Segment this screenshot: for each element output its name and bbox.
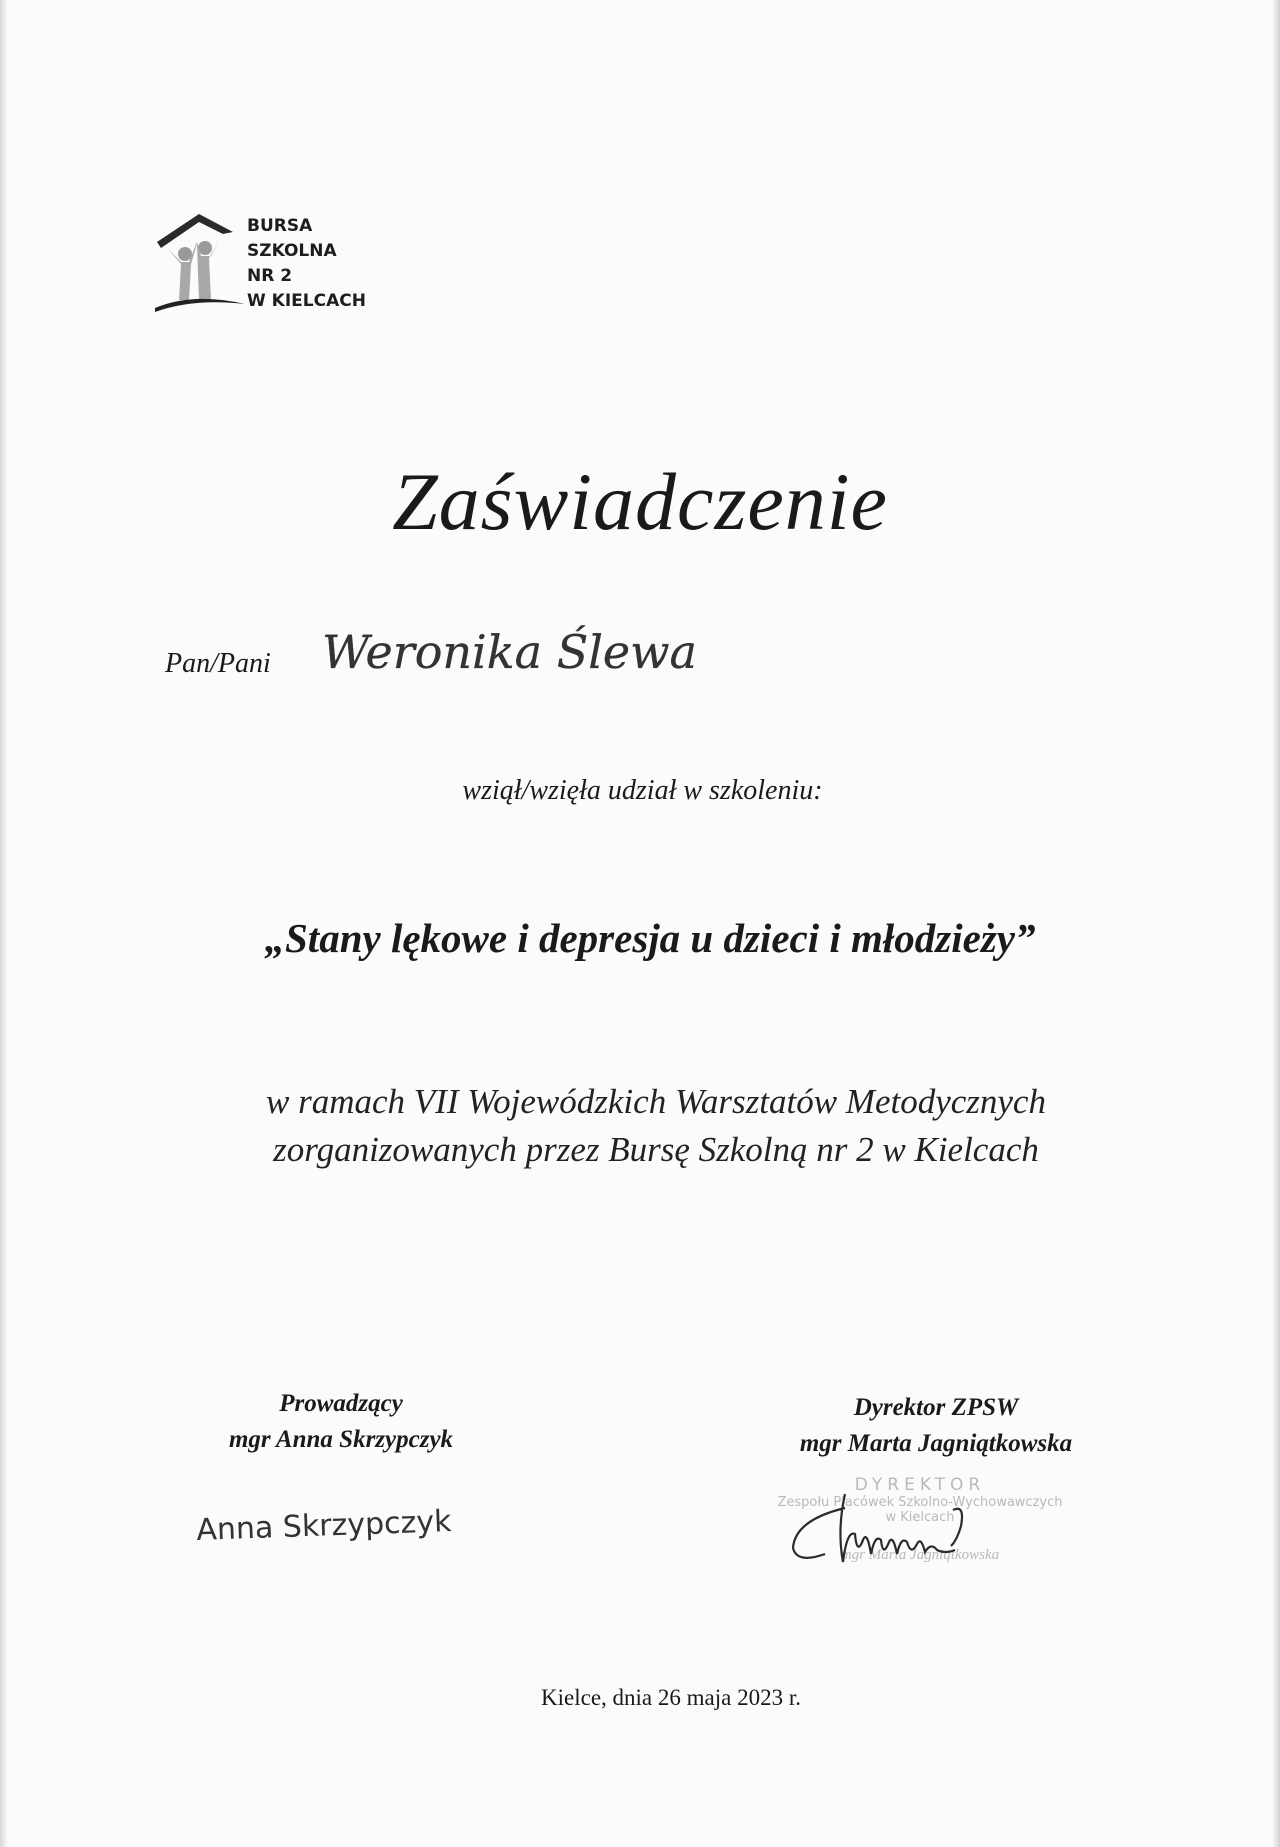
training-title: „Stany lękowe i depresja u dzieci i młodzieży” — [264, 915, 1036, 961]
signature-scribble-icon — [785, 1490, 1005, 1570]
logo-line: NR 2 — [247, 266, 293, 286]
date-line: Kielce, dnia 26 maja 2023 r. — [541, 1685, 801, 1710]
left-signature — [195, 1490, 525, 1585]
left-signatory — [141, 1386, 541, 1458]
logo-line: BURSA — [247, 216, 313, 236]
right-signatory — [736, 1390, 1136, 1462]
recipient-name-handwritten — [318, 600, 818, 695]
right-signature — [785, 1490, 1005, 1575]
stamp-name: mgr Marta Jagniątkowska — [840, 1547, 1000, 1563]
signatory-name: mgr Anna Skrzypczyk — [228, 1426, 454, 1453]
house-people-logo-icon — [153, 208, 245, 318]
stamp-line: Zespołu Placówek Szkolno-Wychowawczych — [777, 1495, 1063, 1510]
recipient-name: Weronika Ślewa — [322, 625, 697, 679]
signature-text: Anna Skrzypczyk — [195, 1504, 453, 1548]
context-text — [0, 1078, 1280, 1174]
stamp-title: DYREKTOR — [854, 1475, 986, 1495]
signatory-role: Prowadzący — [279, 1390, 403, 1417]
stamp-city: w Kielcach — [885, 1510, 955, 1525]
signatory-name: mgr Marta Jagniątkowska — [799, 1430, 1073, 1457]
context-line: w ramach VII Wojewódzkich Warsztatów Metodycznych — [266, 1082, 1046, 1121]
recipient-label: Pan/Pani — [165, 648, 271, 679]
school-logo — [153, 208, 393, 318]
participation-text: wziął/wzięła udział w szkoleniu: — [462, 775, 823, 806]
context-line: zorganizowanych przez Bursę Szkolną nr 2 w Kielcach — [273, 1130, 1039, 1169]
document-title: Zaświadczenie — [392, 456, 888, 547]
logo-line: W KIELCACH — [247, 291, 366, 311]
signatory-role: Dyrektor ZPSW — [853, 1394, 1019, 1421]
logo-line: SZKOLNA — [247, 241, 337, 261]
